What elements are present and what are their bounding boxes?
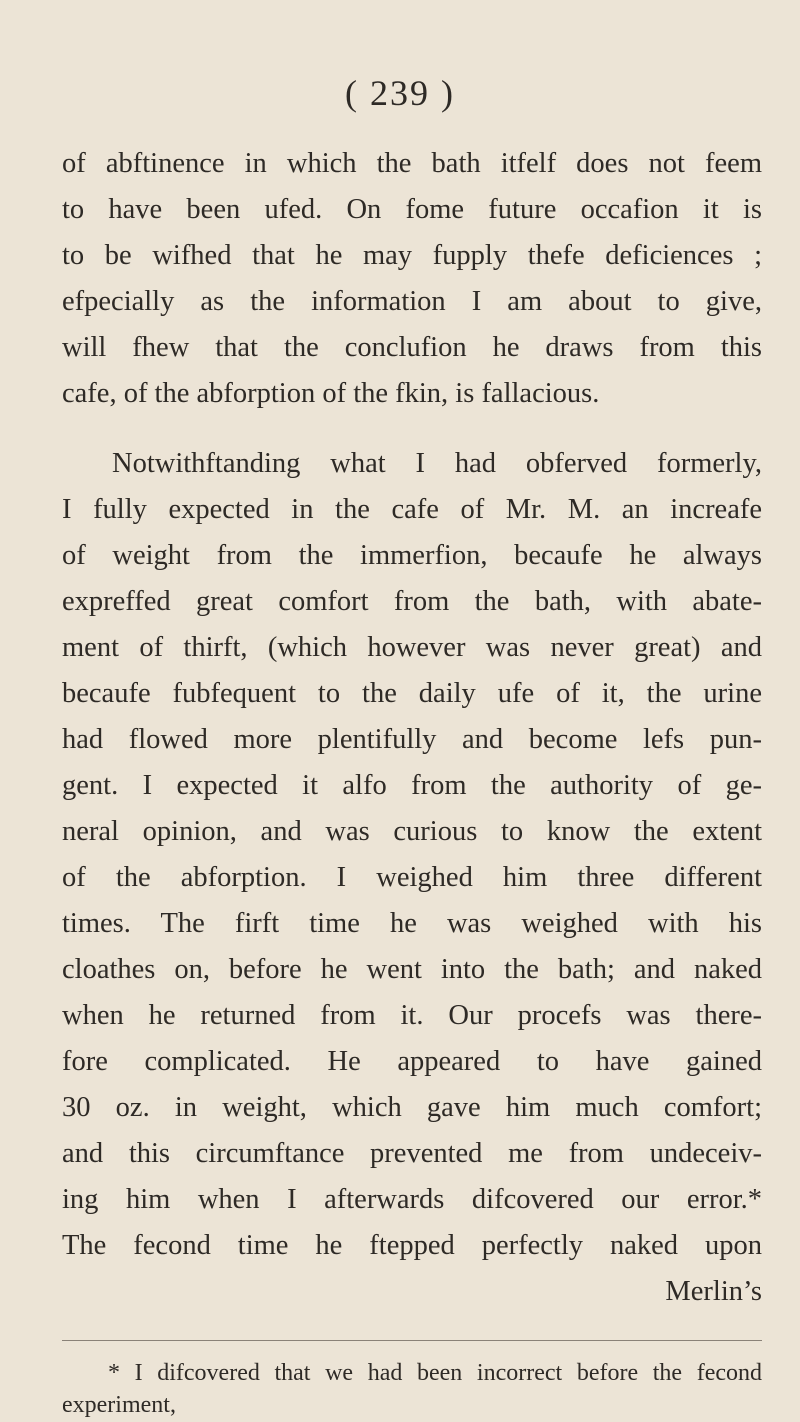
text-line: Notwithftanding what I had obferved formerly, <box>112 448 762 479</box>
text-line: fore complicated. He appeared to have gained <box>62 1046 762 1077</box>
text-line: cloathes on, before he went into the bath; and naked <box>62 954 762 985</box>
text-line: to have been ufed. On fome future occafion it is <box>62 194 762 225</box>
text-line: efpecially as the information I am about to give, <box>62 286 762 317</box>
text-line: becaufe fubfequent to the daily ufe of it, the urine <box>62 678 762 709</box>
catchword: Merlin’s <box>665 1276 762 1307</box>
text-line: to be wifhed that he may fupply thefe deficiences ; <box>62 240 762 271</box>
text-line: neral opinion, and was curious to know the extent <box>62 816 762 847</box>
text-line: will fhew that the conclufion he draws from this <box>62 332 762 363</box>
text-line: when he returned from it. Our procefs was there- <box>62 1000 762 1031</box>
text-line: I fully expected in the cafe of Mr. M. an increafe <box>62 494 762 525</box>
text-line: times. The firft time he was weighed with his <box>62 908 762 939</box>
text-line: of abftinence in which the bath itfelf does not feem <box>62 148 762 179</box>
text-line: and this circumftance prevented me from undeceiv- <box>62 1138 762 1169</box>
text-line: ment of thirft, (which however was never great) and <box>62 632 762 663</box>
text-line: cafe, of the abforption of the fkin, is fallacious. <box>62 378 600 409</box>
text-line: ing him when I afterwards difcovered our error.* <box>62 1184 762 1215</box>
footnote-rule <box>62 1340 762 1341</box>
text-line: had flowed more plentifully and become lefs pun- <box>62 724 762 755</box>
text-line: 30 oz. in weight, which gave him much comfort; <box>62 1092 762 1123</box>
footnote-line: experiment, <box>62 1392 176 1418</box>
text-line: expreffed great comfort from the bath, with abate- <box>62 586 762 617</box>
text-line: gent. I expected it alfo from the authority of ge- <box>62 770 762 801</box>
footnote-line: * I difcovered that we had been incorrect before the fecond <box>108 1360 762 1386</box>
text-line: of the abforption. I weighed him three different <box>62 862 762 893</box>
text-line: The fecond time he ftepped perfectly naked upon <box>62 1230 762 1261</box>
page-number: ( 239 ) <box>345 73 455 113</box>
text-line: of weight from the immerfion, becaufe he always <box>62 540 762 571</box>
